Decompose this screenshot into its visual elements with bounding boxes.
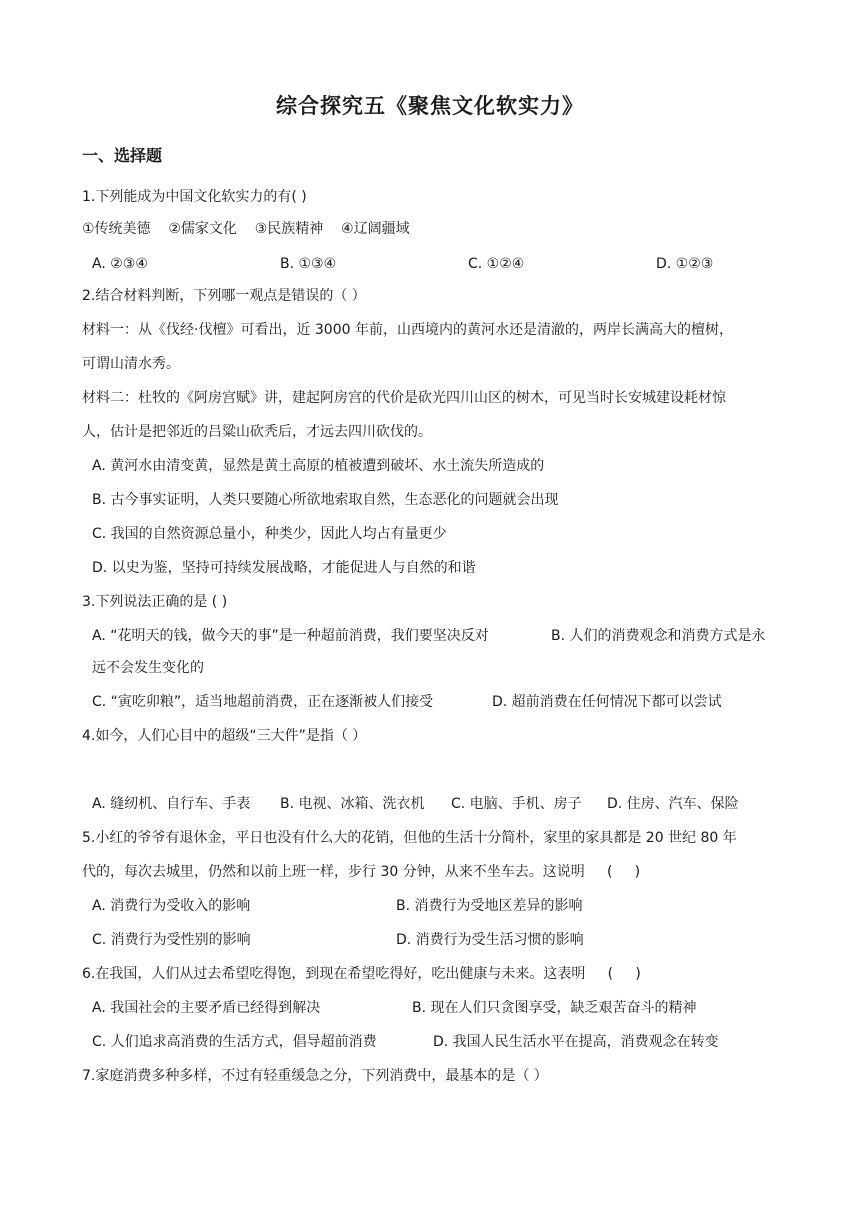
question-1-stem: 1.下列能成为中国文化软实力的有( ) [82,189,307,205]
question-6-option-b: B. 现在人们只贪图享受，缺乏艰苦奋斗的精神 [412,1000,697,1016]
question-2-option-d: D. 以史为鉴，坚持可持续发展战略，才能促进人与自然的和谐 [92,560,476,576]
question-2-material-1-line-2: 可谓山清水秀。 [82,356,180,372]
document-title: 综合探究五《聚焦文化软实力》 [276,94,584,118]
question-4-option-c: C. 电脑、手机、房子 [451,796,582,812]
question-3-option-a: A. “花明天的钱，做今天的事”是一种超前消费，我们要坚决反对 [92,628,489,644]
question-3-option-b-line-2: 远不会发生变化的 [92,660,204,676]
question-2-option-b: B. 古今事实证明，人类只要随心所欲地索取自然，生态恶化的问题就会出现 [92,492,559,508]
question-5-option-c: C. 消费行为受性别的影响 [92,932,251,948]
section-heading: 一、选择题 [82,146,163,165]
question-5-option-a: A. 消费行为受收入的影响 [92,898,251,914]
question-2-option-c: C. 我国的自然资源总量小，种类少，因此人均占有量更少 [92,526,447,542]
question-6-option-c: C. 人们追求高消费的生活方式，倡导超前消费 [92,1034,377,1050]
question-3-option-b-line-1: B. 人们的消费观念和消费方式是永 [551,628,766,644]
question-2-stem: 2.结合材料判断，下列哪一观点是错误的（ ） [82,288,366,304]
question-6-stem: 6.在我国，人们从过去希望吃得饱，到现在希望吃得好，吃出健康与未来。这表明 ( ) [82,966,641,982]
question-6-option-a: A. 我国社会的主要矛盾已经得到解决 [92,1000,321,1016]
question-1-option-a: A. ②③④ [92,256,148,272]
question-5-option-d: D. 消费行为受生活习惯的影响 [396,932,584,948]
question-1-items: ①传统美德 ②儒家文化 ③民族精神 ④辽阔疆域 [82,221,410,237]
question-3-stem: 3.下列说法正确的是 ( ) [82,594,228,610]
question-1-option-d: D. ①②③ [656,256,714,272]
question-2-option-a: A. 黄河水由清变黄，显然是黄土高原的植被遭到破坏、水土流失所造成的 [92,458,545,474]
question-6-option-d: D. 我国人民生活水平在提高，消费观念在转变 [433,1034,719,1050]
question-1-option-b: B. ①③④ [280,256,337,272]
question-5-option-b: B. 消费行为受地区差异的影响 [396,898,583,914]
question-2-material-1-line-1: 材料一：从《伐经·伐檀》可看出，近 3000 年前，山西境内的黄河水还是清澈的，两岸长满高大的檀树， [82,322,733,338]
question-5-stem-line-1: 5.小红的爷爷有退休金，平日也没有什么大的花销，但他的生活十分简朴，家里的家具都是 20 世纪 80 年 [82,830,737,846]
question-3-option-c: C. “寅吃卯粮”，适当地超前消费，正在逐渐被人们接受 [92,694,434,710]
question-7-stem: 7.家庭消费多种多样，不过有轻重缓急之分，下列消费中，最基本的是（ ） [82,1068,548,1084]
question-4-stem: 4.如今，人们心目中的超级“三大件”是指（ ） [82,728,367,744]
question-3-option-d: D. 超前消费在任何情况下都可以尝试 [492,694,722,710]
question-2-material-2-line-2: 人，估计是把邻近的吕粱山砍秃后，才远去四川砍伐的。 [82,424,432,440]
question-2-material-2-line-1: 材料二：杜牧的《阿房宫赋》讲，建起阿房宫的代价是砍光四川山区的树木，可见当时长安城建设耗材惊 [82,390,726,406]
question-4-option-a: A. 缝纫机、自行车、手表 [92,796,251,812]
question-1-option-c: C. ①②④ [468,256,525,272]
question-4-option-d: D. 住房、汽车、保险 [607,796,739,812]
question-4-option-b: B. 电视、冰箱、洗衣机 [280,796,425,812]
question-5-stem-line-2: 代的，每次去城里，仍然和以前上班一样，步行 30 分钟，从来不坐车去。这说明 ( ) [82,864,641,880]
